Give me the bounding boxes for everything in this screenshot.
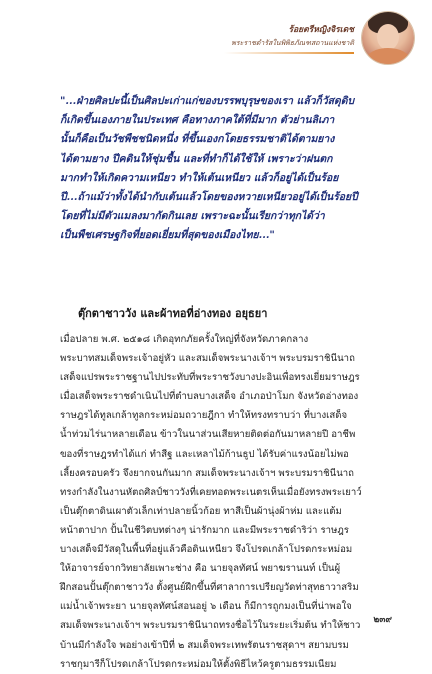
author-name: ร้อยตรีหญิงจิรเดช <box>288 25 354 35</box>
page-number: ๒๓๙ <box>373 615 392 625</box>
portrait-photo-icon <box>362 12 414 64</box>
section-heading: ตุ๊กตาชาววัง และผ้าทอที่อ่างทอง อยุธยา <box>78 307 268 320</box>
header <box>154 12 414 72</box>
header-divider <box>224 52 354 54</box>
portrait-body <box>366 48 410 64</box>
body-paragraph: เมื่อปลาย พ.ศ. ๒๕๑๘ เกิดอุทกภัยครั้งใหญ่ที่จังหวัดภาคกลาง พระบาทสมเด็จพระเจ้าอยู่หัว และสมเด็จพระนางเจ้าฯ พระบรมราชินีนาถ เสด็จแปรพระราชฐานไปประทับที่พระราชวังบางปะอินเพื่อทรงเยี่ยมราษฎร เมื่อเสด็จพระราชดำเนินไปที่ตำบลบางเสด็จ อำเภอป่าโมก จังหวัดอ่างทอง ราษฎรได้ทูลเกล้าทูลกระหม่อมถวายฎีกา ทำให้ทรงทราบว่า ที่บางเสด็จ น้ำท่วมไร่นาหลายเดือน ข้าวในนาส่วนเสียหายติดต่อกันมาหลายปี อาชีพ ของที่ราษฎรทำได้แก่ ทำสีฐ และเหลาไม้ก้านธูป ได้รับค่าแรงน้อยไม่พอ เลี้ยงครอบครัว จึงยากจนกันมาก สมเด็จพระนางเจ้าฯ พระบรมราชินีนาถ ทรงกำลังในงานหัตถศิลป์ชาววังที่เคยทอดพระเนตรเห็นเมื่อยังทรงพระเยาว์ เป็นตุ๊กตาดินเผาตัวเล็กเท่าปลายนิ้วก้อย ทาสีเป็นผ้านุ่งผ้าห่ม และแต้ม หน้าตาปาก ปั้นในชีวิตบทต่างๆ น่ารักมาก และมีพระราชดำริว่า ราษฎร บางเสด็จมีวัสดุในพื้นที่อยู่แล้วคือดินเหนียว จึงโปรดเกล้าโปรดกระหม่อม ให้อาจารย์จากวิทยาลัยเพาะช่าง คือ นายจุลทัศน์ พยาฆรานนท์ เป็นผู้ ฝึกสอนปั้นตุ๊กตาชาววัง ตั้งศูนย์ฝึกขึ้นที่ศาลาการเปรียญวัดท่าสุทธาวาสริม แม่น้ำเจ้าพระยา นายจุลทัศน์สอนอยู่ ๖ เดือน ก็มีการถูกมงเป็นที่น่าพอใจ สมเด็จพระนางเจ้าฯ พระบรมราชินีนาถทรงชื่อไว้ในระยะเริ่มต้น ทำให้ชาว บ้านมีกำลังใจ พอย่างเข้าปีที่ ๒ สมเด็จพระเทพรัตนราชสุดาฯ สยามบรม ราชกุมารีก็โปรดเกล้าโปรดกระหม่อมให้ตั้งพิธีไหว้ครูตามธรรมเนียม <box>60 334 362 670</box>
author-subtitle: พระราชดำรัสในพิพิธภัณฑสถานแห่งชาติ <box>231 39 354 47</box>
portrait-face <box>377 24 399 50</box>
royal-quote: "...ฝ่ายศิลปะนี้เป็นศิลปะเก่าแก่ของบรรพบุรุษของเรา แล้วก็วัสดุดิบ ก็เกิดขึ้นเองภายในประเทศ คือทางภาคใต้ที่มีมาก ตัวย่านลิเภา นั้นก็คือเป็นวัชพืชชนิดหนึ่ง ที่ขึ้นเองกโดยธรรมชาติได้ตามยาง ได้ตามยาง ปีคดินให้ชุ่มชื้น และที่ทำก็ได้ใช้ให้ เพราะว่าฝนตก มากทำให้เกิดความเหนียว ทำให้เต้นเหนียว แล้วก็อยู่ได้เป็นร้อย ปี...ถ้าแม้ว่าทั้งได้นำกับเต้นแล้วโดยของหวายเหนียวอยู่ได้เป็นร้อยปี โดยที่ไม่มีตัวแมลงมากัดกินเลย เพราะฉะนั้นเรียกว่าทุกได้ว่า เป็นพืชเศรษฐกิจที่ยอดเยี่ยมที่สุดของเมืองไทย..." <box>60 95 358 242</box>
